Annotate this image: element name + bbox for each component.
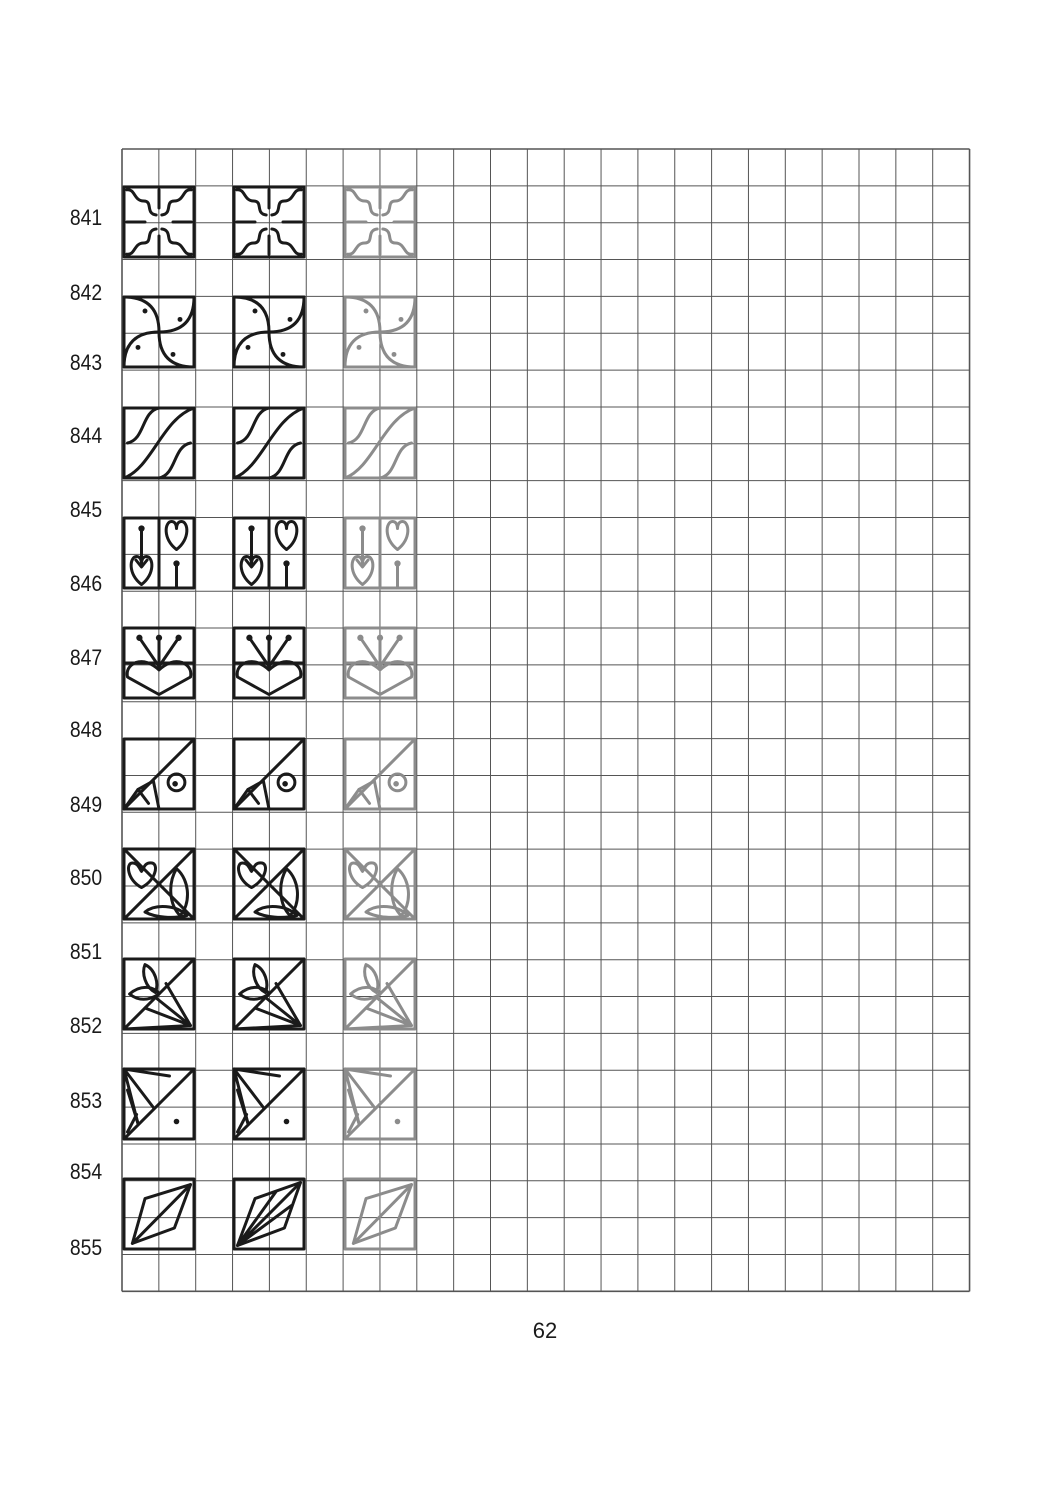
row-label-851: 851 [69, 939, 103, 964]
page-number: 62 [532, 1318, 558, 1343]
row-label-846: 846 [69, 571, 103, 596]
row-label-842: 842 [69, 280, 103, 305]
row-label-843: 843 [69, 350, 103, 375]
row-label-847: 847 [69, 645, 103, 670]
row-label-845: 845 [69, 497, 103, 522]
grid-lines [122, 149, 970, 1291]
row-label-848: 848 [69, 717, 103, 742]
heart-pins-icon [345, 518, 415, 588]
row-label-855: 855 [69, 1235, 103, 1260]
row-label-850: 850 [69, 865, 103, 890]
row-label-852: 852 [69, 1013, 103, 1038]
row-label-854: 854 [69, 1159, 103, 1184]
row-label-849: 849 [69, 792, 103, 817]
row-label-844: 844 [69, 423, 103, 448]
heart-pins-icon [124, 518, 194, 588]
row-label-841: 841 [69, 205, 103, 230]
heart-pins-icon [234, 518, 304, 588]
row-label-853: 853 [69, 1088, 103, 1113]
